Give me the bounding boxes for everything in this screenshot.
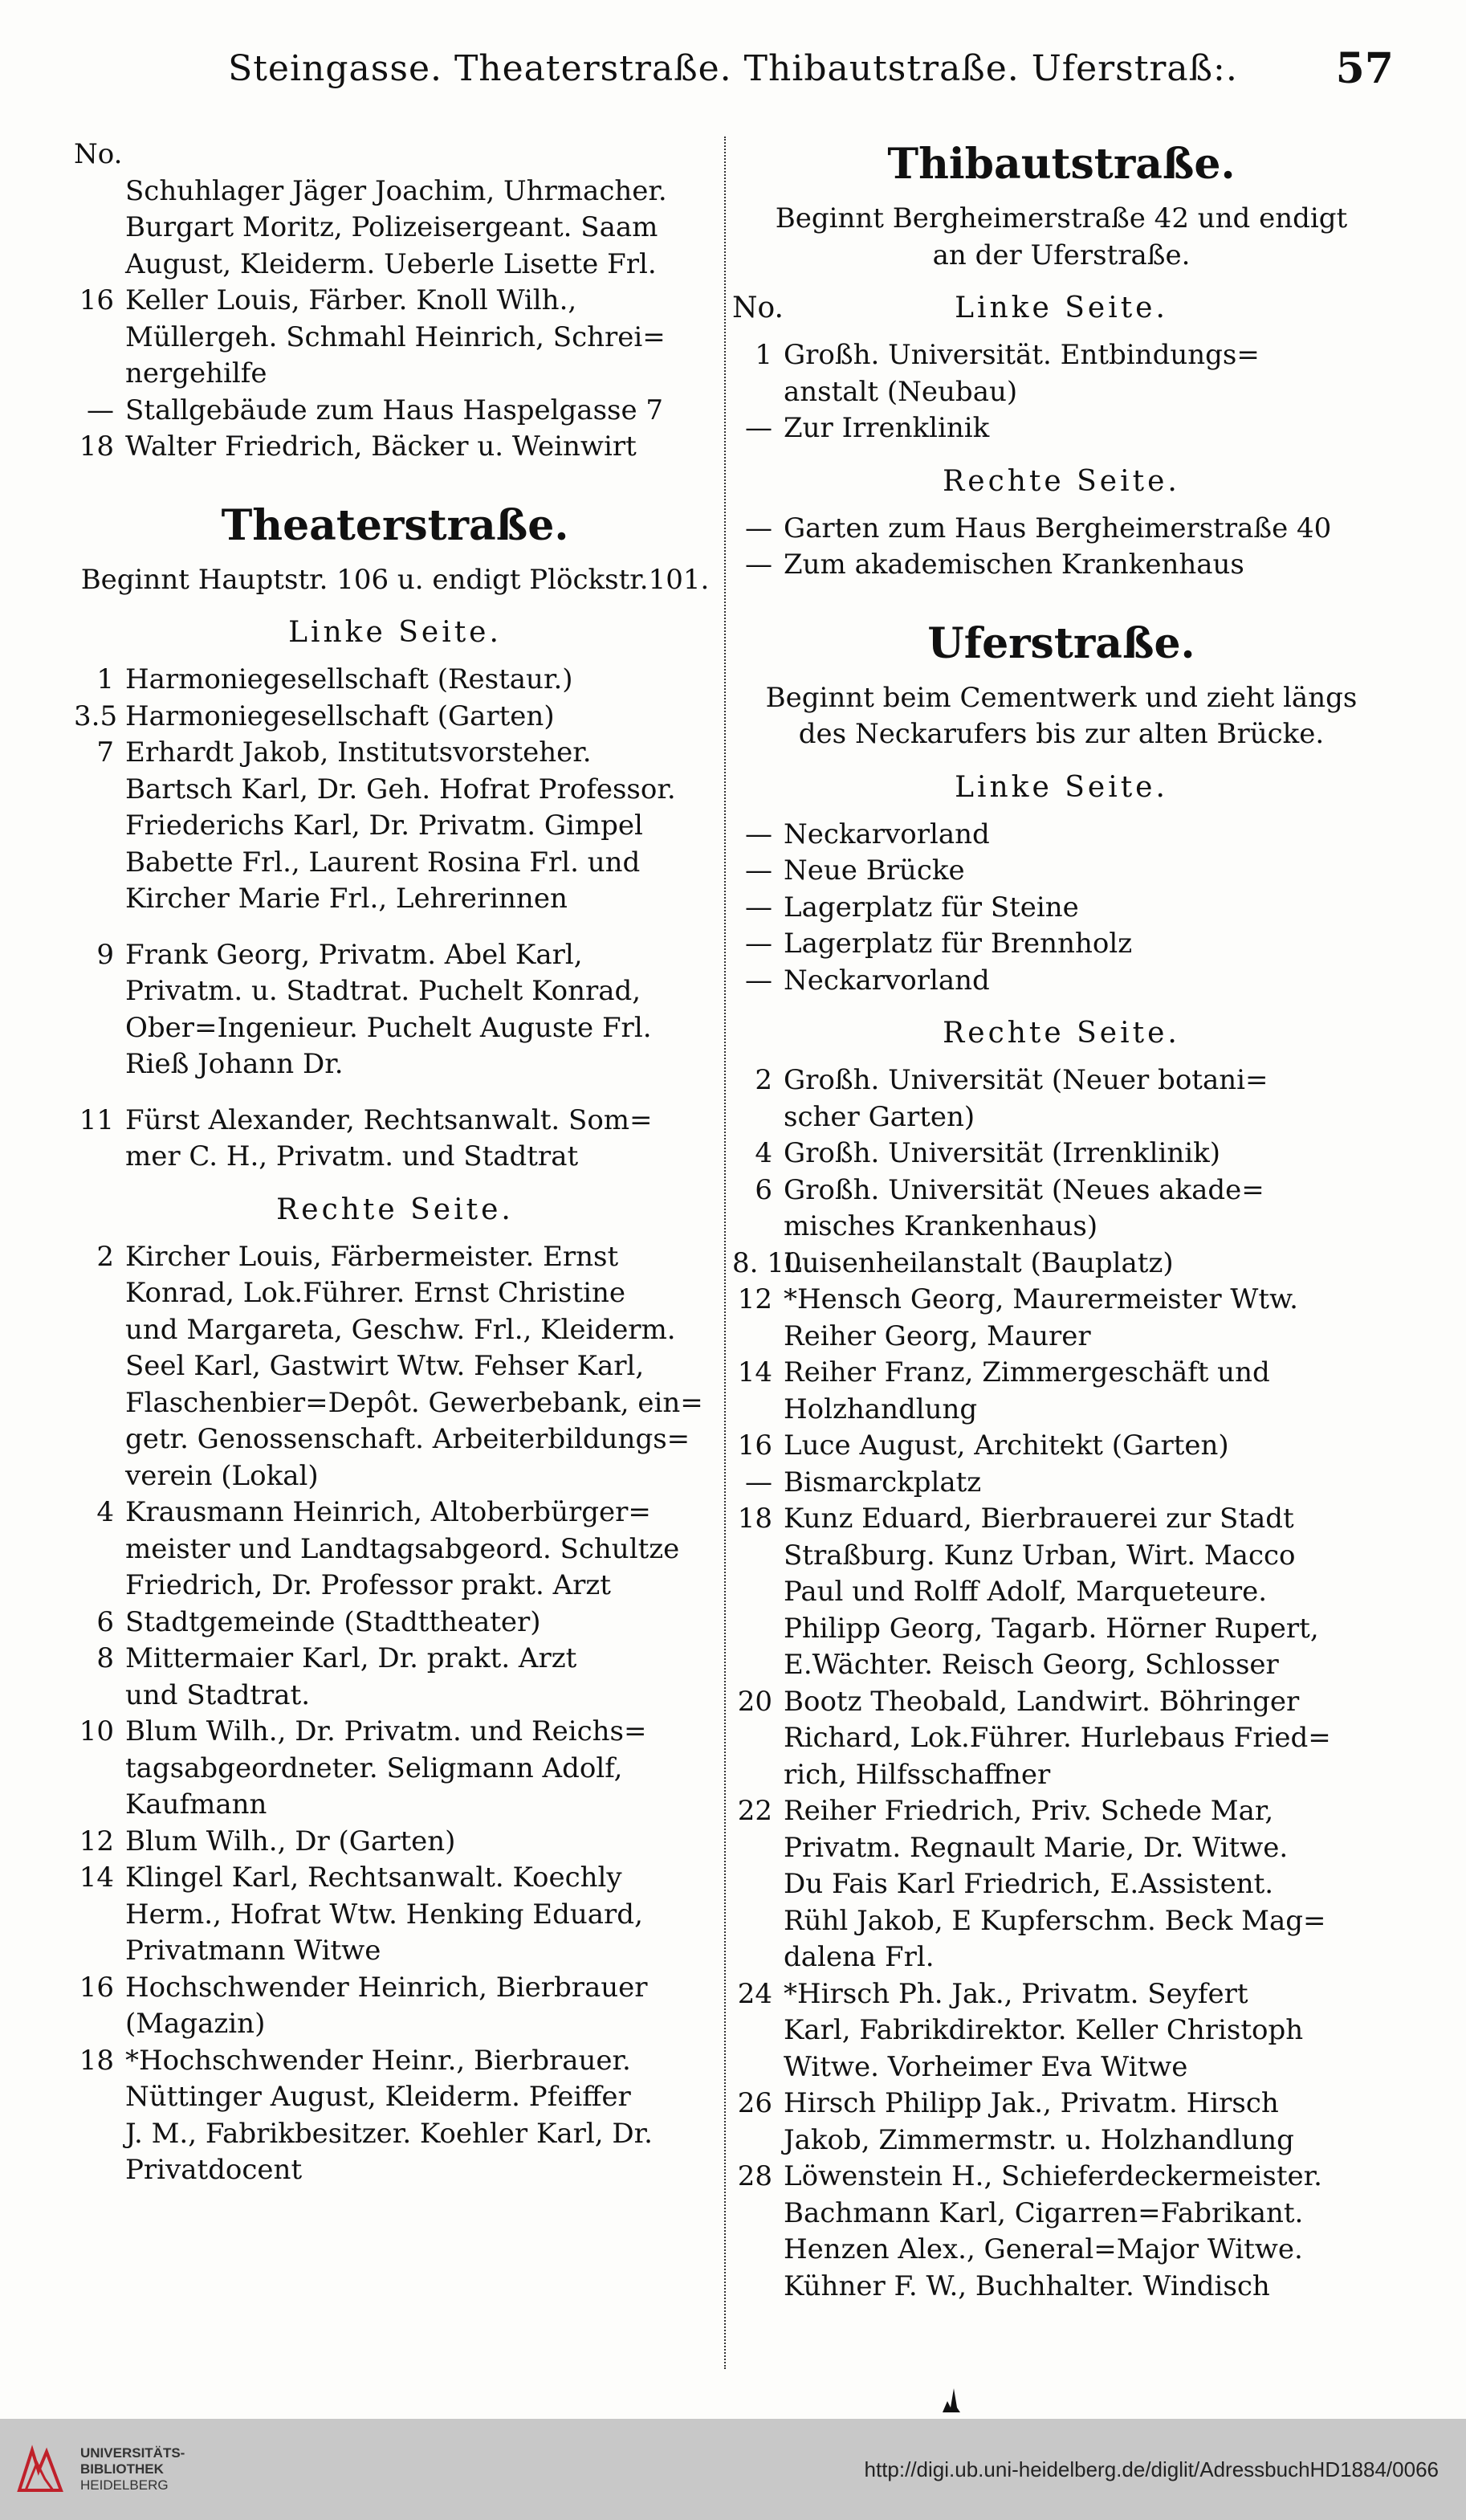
address-entry: [732, 2086, 1391, 2122]
address-entry: [74, 1494, 716, 1531]
entry-continuation: nergehilfe: [125, 357, 267, 389]
entry-continuation: und Margareta, Geschw. Frl., Kleiderm.: [125, 1313, 676, 1346]
house-number: 24: [737, 1977, 772, 2010]
address-entry: [74, 662, 716, 699]
house-number: 1: [755, 339, 772, 371]
street-title: Theaterstraße.: [221, 500, 569, 550]
house-number: 28: [737, 2160, 772, 2192]
address-entry: [732, 1976, 1391, 2013]
house-number: —: [745, 964, 772, 997]
entry-continuation: Ober=Ingenieur. Puchelt Auguste Frl.: [125, 1011, 652, 1044]
entry-text: Neue Brücke: [784, 854, 965, 887]
address-entry: [74, 1641, 716, 1678]
house-number: —: [87, 393, 114, 426]
address-entry: [74, 937, 716, 974]
house-number: 2: [755, 1064, 772, 1096]
entry-continuation: J. M., Fabrikbesitzer. Koehler Karl, Dr.: [125, 2117, 653, 2150]
entry-continuation: Kaufmann: [125, 1788, 267, 1821]
library-logo[interactable]: [14, 2444, 185, 2495]
house-number: 12: [737, 1283, 772, 1315]
street-description: Beginnt beim Cementwerk und zieht längs: [765, 681, 1358, 714]
address-entry: [732, 963, 1391, 1000]
entry-text: Kircher Louis, Färbermeister. Ernst: [125, 1240, 619, 1273]
entry-text: Keller Louis, Färber. Knoll Wilh.,: [125, 284, 577, 316]
house-number: 11: [79, 1103, 114, 1136]
entry-text: Reiher Franz, Zimmergeschäft und: [784, 1356, 1270, 1388]
house-number: 16: [79, 1971, 114, 2004]
house-number: 18: [79, 430, 114, 463]
library-seal-icon: [14, 2444, 66, 2495]
entry-continuation: Bachmann Karl, Cigarren=Fabrikant.: [784, 2196, 1304, 2229]
entry-continuation: Privatmann Witwe: [125, 1935, 381, 1967]
entry-text: Reiher Friedrich, Priv. Schede Mar,: [784, 1795, 1274, 1827]
side-heading: [732, 290, 1391, 326]
entry-text: Blum Wilh., Dr. Privatm. und Reichs=: [125, 1715, 647, 1747]
spacer: [74, 918, 716, 937]
entry-text: Hochschwender Heinrich, Bierbrauer: [125, 1971, 648, 2004]
entry-continuation: Friedrich, Dr. Professor prakt. Arzt: [125, 1569, 611, 1601]
house-number: 3.5: [74, 699, 118, 732]
house-number: 16: [737, 1429, 772, 1462]
side-heading: Rechte Seite.: [276, 1193, 514, 1226]
address-entry: [732, 337, 1391, 374]
house-number: 18: [737, 1503, 772, 1535]
entry-continuation: Kircher Marie Frl., Lehrerinnen: [125, 883, 568, 915]
entry-text: Lagerplatz für Brennholz: [784, 928, 1133, 960]
address-entry: [732, 1282, 1391, 1319]
entry-continuation: Müllergeh. Schmahl Heinrich, Schrei=: [125, 320, 666, 353]
address-entry: [732, 1465, 1391, 1502]
entry-continuation: Holzhandlung: [784, 1393, 978, 1425]
address-entry: [732, 1501, 1391, 1538]
street-description: Beginnt Bergheimerstraße 42 und endigt: [775, 202, 1348, 234]
entry-continuation: (Magazin): [125, 2008, 266, 2040]
entry-text: Kunz Eduard, Bierbrauerei zur Stadt: [784, 1503, 1294, 1535]
entry-text: Blum Wilh., Dr (Garten): [125, 1825, 456, 1857]
house-number: 8: [96, 1642, 114, 1674]
entry-text: Großh. Universität (Irrenklinik): [784, 1137, 1221, 1169]
library-name-line3: HEIDELBERG: [80, 2477, 169, 2493]
entry-text: Zum akademischen Krankenhaus: [784, 548, 1244, 581]
entry-continuation: scher Garten): [784, 1100, 975, 1133]
house-number: 4: [96, 1496, 114, 1528]
address-entry: [74, 1239, 716, 1276]
source-url-link[interactable]: http://digi.ub.uni-heidelberg.de/diglit/AdressbuchHD1884/0066: [864, 2457, 1439, 2481]
entry-text: Neckarvorland: [784, 818, 990, 850]
address-entry: [74, 735, 716, 772]
entry-continuation: Du Fais Karl Friedrich, E.Assistent.: [784, 1868, 1274, 1900]
number-column-label: No.: [732, 292, 784, 324]
entry-text: Lagerplatz für Steine: [784, 891, 1079, 924]
address-entry: [732, 1428, 1391, 1465]
spacer: [74, 1083, 716, 1103]
entry-text: Erhardt Jakob, Institutsvorsteher.: [125, 736, 592, 769]
entry-continuation: Privatm. Regnault Marie, Dr. Witwe.: [784, 1831, 1289, 1864]
address-entry: [74, 393, 716, 430]
entry-continuation: Henzen Alex., General=Major Witwe.: [784, 2233, 1303, 2265]
address-entry: [732, 890, 1391, 927]
right-column: [732, 137, 1391, 2305]
address-entry: [732, 1684, 1391, 1721]
street-title: Uferstraße.: [927, 618, 1195, 668]
entry-continuation: E.Wächter. Reisch Georg, Schlosser: [784, 1649, 1279, 1681]
address-entry: [732, 817, 1391, 854]
house-number: —: [745, 1466, 772, 1499]
entry-continuation: Privatdocent: [125, 2154, 303, 2186]
entry-continuation: Richard, Lok.Führer. Hurlebaus Fried=: [784, 1722, 1331, 1754]
house-number: 14: [737, 1356, 772, 1388]
house-number: 16: [79, 284, 114, 316]
entry-continuation: Flaschenbier=Depôt. Gewerbebank, ein=: [125, 1386, 703, 1419]
entry-continuation: Philipp Georg, Tagarb. Hörner Rupert,: [784, 1612, 1319, 1645]
house-number: 12: [79, 1825, 114, 1857]
address-entry: [732, 1062, 1391, 1099]
entry-text: *Hensch Georg, Maurermeister Wtw.: [784, 1283, 1298, 1315]
entry-continuation: anstalt (Neubau): [784, 375, 1018, 408]
street-description: an der Uferstraße.: [932, 239, 1191, 271]
address-entry: [74, 699, 716, 736]
side-heading: Rechte Seite.: [943, 464, 1180, 498]
entry-text: Harmoniegesellschaft (Restaur.): [125, 663, 573, 695]
entry-continuation: Reiher Georg, Maurer: [784, 1319, 1091, 1352]
street-description: des Neckarufers bis zur alten Brücke.: [798, 718, 1325, 750]
entry-text: Bismarckplatz: [784, 1466, 982, 1499]
house-number: 22: [737, 1795, 772, 1827]
entry-continuation: misches Krankenhaus): [784, 1210, 1098, 1242]
address-entry: [732, 1793, 1391, 1830]
entry-continuation: getr. Genossenschaft. Arbeiterbildungs=: [125, 1423, 690, 1455]
house-number: 7: [96, 736, 114, 769]
entry-text: Stallgebäude zum Haus Haspelgasse 7: [125, 393, 664, 426]
entry-continuation: Rieß Johann Dr.: [125, 1048, 344, 1080]
address-entry: [732, 547, 1391, 584]
column-divider: [724, 137, 726, 2369]
entry-text: Luisenheilanstalt (Bauplatz): [784, 1246, 1174, 1279]
entry-continuation: Karl, Fabrikdirektor. Keller Christoph: [784, 2014, 1304, 2046]
entry-text: Neckarvorland: [784, 964, 990, 997]
entry-text: Harmoniegesellschaft (Garten): [125, 699, 555, 732]
entry-continuation: tagsabgeordneter. Seligmann Adolf,: [125, 1751, 623, 1784]
entry-text: Großh. Universität. Entbindungs=: [784, 339, 1260, 371]
house-number: —: [745, 891, 772, 924]
house-number: 1: [96, 663, 114, 695]
address-entry: [732, 853, 1391, 890]
entry-text: Luce August, Architekt (Garten): [784, 1429, 1229, 1462]
running-head: Steingasse. Theaterstraße. Thibautstraße. Uferstraß:.: [228, 47, 1238, 89]
house-number: 6: [96, 1605, 114, 1638]
entry-text: Großh. Universität (Neues akade=: [784, 1173, 1264, 1206]
entry-text: Zur Irrenklinik: [784, 412, 990, 444]
address-entry: [732, 511, 1391, 548]
entry-continuation: Jakob, Zimmermstr. u. Holzhandlung: [784, 2123, 1294, 2156]
column-label: No.: [74, 138, 123, 170]
library-name-line2: BIBLIOTHEK: [80, 2461, 164, 2477]
address-entry: [732, 1136, 1391, 1172]
side-heading: Rechte Seite.: [943, 1017, 1180, 1050]
entry-continuation: Burgart Moritz, Polizeisergeant. Saam: [125, 211, 658, 243]
entry-continuation: Babette Frl., Laurent Rosina Frl. und: [125, 846, 641, 879]
street-description: Beginnt Hauptstr. 106 u. endigt Plöckstr.101.: [80, 563, 710, 596]
house-number: —: [745, 548, 772, 581]
library-name-line1: UNIVERSITÄTS-: [80, 2445, 185, 2461]
house-number: 8. 10: [732, 1246, 802, 1279]
entry-text: Hirsch Philipp Jak., Privatm. Hirsch: [784, 2087, 1279, 2119]
entry-continuation: mer C. H., Privatm. und Stadtrat: [125, 1140, 579, 1172]
address-entry: [74, 283, 716, 320]
house-number: —: [745, 412, 772, 444]
house-number: —: [745, 854, 772, 887]
house-number: 10: [79, 1715, 114, 1747]
entry-continuation: und Stadtrat.: [125, 1678, 311, 1711]
address-entry: [732, 926, 1391, 963]
page-number: 57: [1335, 43, 1394, 93]
library-name: [80, 2445, 185, 2493]
entry-text: *Hirsch Ph. Jak., Privatm. Seyfert: [784, 1977, 1248, 2010]
entry-continuation: rich, Hilfsschaffner: [784, 1758, 1051, 1791]
house-number: 18: [79, 2044, 114, 2077]
entry-text: Stadtgemeinde (Stadttheater): [125, 1605, 541, 1638]
entry-continuation: Straßburg. Kunz Urban, Wirt. Macco: [784, 1539, 1296, 1572]
entry-continuation: Nüttinger August, Kleiderm. Pfeiffer: [125, 2081, 631, 2113]
page-header: [72, 32, 1394, 104]
entry-continuation: Kühner F. W., Buchhalter. Windisch: [784, 2269, 1270, 2302]
address-entry: [732, 2159, 1391, 2196]
entry-continuation: Konrad, Lok.Führer. Ernst Christine: [125, 1277, 626, 1309]
entry-continuation: Privatm. u. Stadtrat. Puchelt Konrad,: [125, 975, 641, 1007]
address-entry: [74, 1824, 716, 1861]
house-number: 2: [96, 1240, 114, 1273]
address-entry: [74, 1605, 716, 1641]
address-entry: [74, 2043, 716, 2080]
address-entry: [732, 1355, 1391, 1392]
entry-text: Frank Georg, Privatm. Abel Karl,: [125, 938, 583, 971]
entry-continuation: August, Kleiderm. Ueberle Lisette Frl.: [125, 247, 657, 280]
entry-continuation: verein (Lokal): [125, 1459, 319, 1492]
house-number: 26: [737, 2087, 772, 2119]
entry-continuation: Herm., Hofrat Wtw. Henking Eduard,: [125, 1898, 643, 1931]
address-entry: [732, 1246, 1391, 1282]
address-entry: [74, 1103, 716, 1140]
entry-continuation: dalena Frl.: [784, 1941, 935, 1973]
entry-continuation: Rühl Jakob, E Kupferschm. Beck Mag=: [784, 1904, 1326, 1937]
entry-text: Löwenstein H., Schieferdeckermeister.: [784, 2160, 1322, 2192]
entry-text: Bootz Theobald, Landwirt. Böhringer: [784, 1685, 1300, 1718]
house-number: 14: [79, 1861, 114, 1894]
entry-text: Großh. Universität (Neuer botani=: [784, 1064, 1268, 1096]
side-heading: Linke Seite.: [288, 616, 502, 649]
address-entry: [732, 1172, 1391, 1209]
house-number: —: [745, 512, 772, 544]
side-heading: Linke Seite.: [955, 770, 1168, 804]
entry-continuation: meister und Landtagsabgeord. Schultze: [125, 1532, 680, 1565]
entry-text: *Hochschwender Heinr., Bierbrauer.: [125, 2044, 631, 2077]
entry-continuation: Friederichs Karl, Dr. Privatm. Gimpel: [125, 809, 643, 842]
entry-continuation: Seel Karl, Gastwirt Wtw. Fehser Karl,: [125, 1350, 645, 1382]
entry-continuation: Bartsch Karl, Dr. Geh. Hofrat Professor.: [125, 773, 676, 805]
side-heading-label: Linke Seite.: [955, 292, 1168, 324]
house-number: —: [745, 818, 772, 850]
entry-text: Krausmann Heinrich, Altoberbürger=: [125, 1496, 651, 1528]
entry-text: Mittermaier Karl, Dr. prakt. Arzt: [125, 1642, 577, 1674]
house-number: 20: [737, 1685, 772, 1718]
house-number: —: [745, 928, 772, 960]
address-entry: [74, 1714, 716, 1751]
entry-continuation: Schuhlager Jäger Joachim, Uhrmacher.: [125, 174, 667, 207]
entry-text: Fürst Alexander, Rechtsanwalt. Som=: [125, 1103, 653, 1136]
address-entry: [74, 1860, 716, 1897]
footer-bar: [0, 2419, 1466, 2520]
entry-continuation: Witwe. Vorheimer Eva Witwe: [784, 2050, 1188, 2083]
street-title: Thibautstraße.: [887, 140, 1236, 189]
house-number: 4: [755, 1137, 772, 1169]
address-entry: [74, 429, 716, 466]
house-number: 6: [755, 1173, 772, 1206]
house-number: 9: [96, 938, 114, 971]
left-column: [74, 137, 716, 2189]
entry-text: Klingel Karl, Rechtsanwalt. Koechly: [125, 1861, 622, 1894]
ornament-icon: [939, 2383, 963, 2416]
entry-text: Garten zum Haus Bergheimerstraße 40: [784, 512, 1332, 544]
address-entry: [74, 1970, 716, 2007]
entry-text: Walter Friedrich, Bäcker u. Weinwirt: [125, 430, 637, 463]
entry-continuation: Paul und Rolff Adolf, Marqueteure.: [784, 1576, 1268, 1608]
address-entry: [732, 410, 1391, 447]
